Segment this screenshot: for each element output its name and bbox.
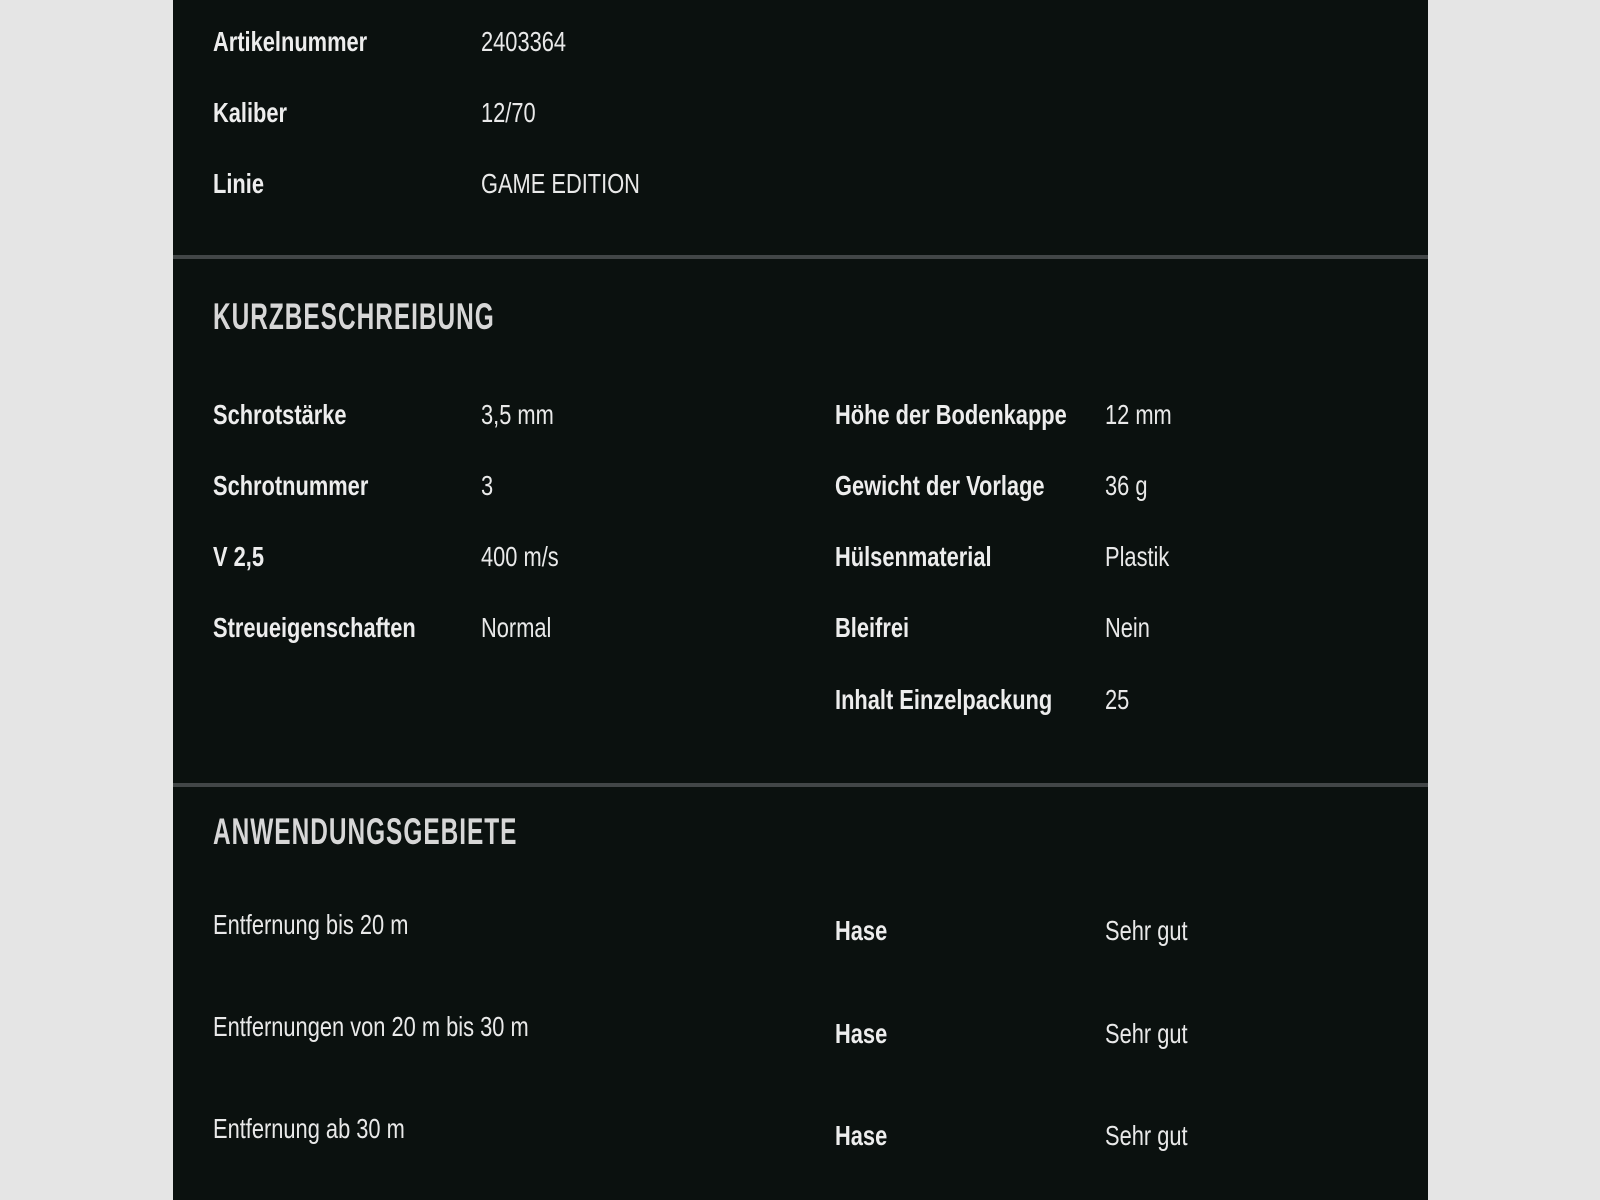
spec-label-huelsenmaterial: Hülsenmaterial — [835, 541, 992, 572]
spec-label-v25: V 2,5 — [213, 541, 265, 572]
spec-value-streueigenschaften: Normal — [481, 612, 552, 643]
distance-row-label: Entfernungen von 20 m bis 30 m — [213, 1011, 529, 1042]
spec-value-schrotstaerke: 3,5 mm — [481, 399, 554, 430]
rating-value: Sehr gut — [1105, 915, 1188, 946]
section-divider — [173, 783, 1428, 787]
anwendungsgebiete-heading: ANWENDUNGSGEBIETE — [213, 811, 518, 852]
spec-value-hoehe-bodenkappe: 12 mm — [1105, 399, 1172, 430]
game-target-label: Hase — [835, 915, 888, 946]
spec-label-schrotnummer: Schrotnummer — [213, 470, 369, 501]
spec-label-kaliber: Kaliber — [213, 97, 288, 128]
spec-value-gewicht-vorlage: 36 g — [1105, 470, 1148, 501]
spec-value-v25: 400 m/s — [481, 541, 559, 572]
spec-value-inhalt-einzelpackung: 25 — [1105, 684, 1130, 715]
rating-value: Sehr gut — [1105, 1018, 1188, 1049]
spec-label-streueigenschaften: Streueigenschaften — [213, 612, 416, 643]
game-target-label: Hase — [835, 1120, 888, 1151]
spec-label-hoehe-bodenkappe: Höhe der Bodenkappe — [835, 399, 1067, 430]
game-target-label: Hase — [835, 1018, 888, 1049]
rating-value: Sehr gut — [1105, 1120, 1188, 1151]
spec-panel — [173, 0, 1428, 1200]
spec-value-artikelnummer: 2403364 — [481, 26, 567, 57]
section-divider — [173, 255, 1428, 259]
spec-label-inhalt-einzelpackung: Inhalt Einzelpackung — [835, 684, 1053, 715]
spec-label-bleifrei: Bleifrei — [835, 612, 910, 643]
spec-label-artikelnummer: Artikelnummer — [213, 26, 368, 57]
spec-label-gewicht-vorlage: Gewicht der Vorlage — [835, 470, 1045, 501]
spec-value-schrotnummer: 3 — [481, 470, 494, 501]
spec-label-schrotstaerke: Schrotstärke — [213, 399, 347, 430]
distance-row-label: Entfernung ab 30 m — [213, 1113, 405, 1144]
spec-value-kaliber: 12/70 — [481, 97, 536, 128]
spec-label-linie: Linie — [213, 168, 264, 199]
spec-value-huelsenmaterial: Plastik — [1105, 541, 1170, 572]
spec-value-bleifrei: Nein — [1105, 612, 1150, 643]
kurzbeschreibung-heading: KURZBESCHREIBUNG — [213, 296, 495, 337]
spec-value-linie: GAME EDITION — [481, 168, 640, 199]
distance-row-label: Entfernung bis 20 m — [213, 909, 409, 940]
